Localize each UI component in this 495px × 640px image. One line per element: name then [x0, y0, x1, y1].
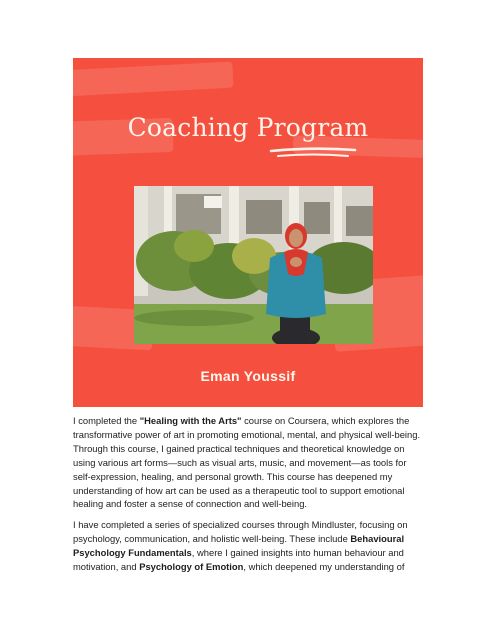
paragraph-text: I have completed a series of specialized courses through Mindluster, focusing on psychology, communication, and holistic well-being. These include	[73, 519, 408, 545]
course-title: Psychology of Emotion	[139, 561, 244, 573]
author-name: Eman Youssif	[200, 368, 296, 384]
title-underline-icon	[268, 146, 358, 160]
course-title: Behavioural Psychology Fundamentals	[73, 533, 405, 559]
paragraph	[73, 414, 423, 511]
paragraph	[73, 518, 423, 574]
banner-title: Coaching Program	[127, 113, 369, 142]
paragraph-text: I completed the	[73, 415, 140, 426]
cover-banner	[73, 58, 423, 407]
paragraph-text: course on Coursera, which explores the transformative power of art in promoting emotional, mental, and physical well-being. Through this course, I gained practical techniques and theoretical knowledge on using various art forms—such as visual arts, music, and movement—as tools for self-expression, healing, and personal growth. This course has deepened my understanding of how art can be used as a therapeutic tool to support emotional healing and foster a sense of connection and well-being.	[73, 415, 421, 510]
paragraph-text: , where I gained insights into human behaviour and motivation, and	[73, 547, 404, 573]
document-body	[73, 414, 423, 581]
paragraph-text: , which deepened my understanding of	[243, 561, 405, 573]
course-title: "Healing with the Arts"	[139, 415, 242, 426]
portrait-photo	[134, 186, 373, 344]
brush-stroke	[73, 62, 234, 97]
